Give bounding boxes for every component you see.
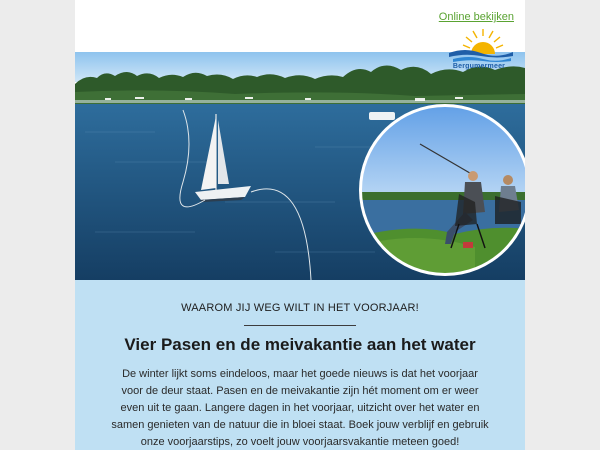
logo-text: Bergumermeer [452, 63, 506, 70]
sun-logo-icon [443, 28, 515, 64]
intro-section [75, 280, 525, 450]
bergumermeer-logo[interactable] [443, 28, 515, 72]
hero-image [75, 52, 525, 280]
lake-sailboat-photo [75, 52, 525, 280]
online-view-link[interactable]: Online bekijken [438, 11, 514, 23]
email-container [75, 0, 525, 450]
section-title: Vier Pasen en de meivakantie aan het water [124, 335, 476, 354]
section-kicker: WAAROM JIJ WEG WILT IN HET VOORJAAR! [181, 302, 419, 314]
intro-paragraph: De winter lijkt soms eindeloos, maar het goede nieuws is dat het voorjaar voor de deur staat. Pasen en de meivakantie zijn hét moment om er weer even uit te gaan. Langere dagen in het voorjaar, uitzicht over het water en samen genieten van de natuur die in bloei staat. Boek jouw verblijf en gebruik onze voorjaarstips, zo voelt jouw voorjaarsvakantie meteen goed! [111, 368, 489, 448]
divider [244, 325, 356, 326]
